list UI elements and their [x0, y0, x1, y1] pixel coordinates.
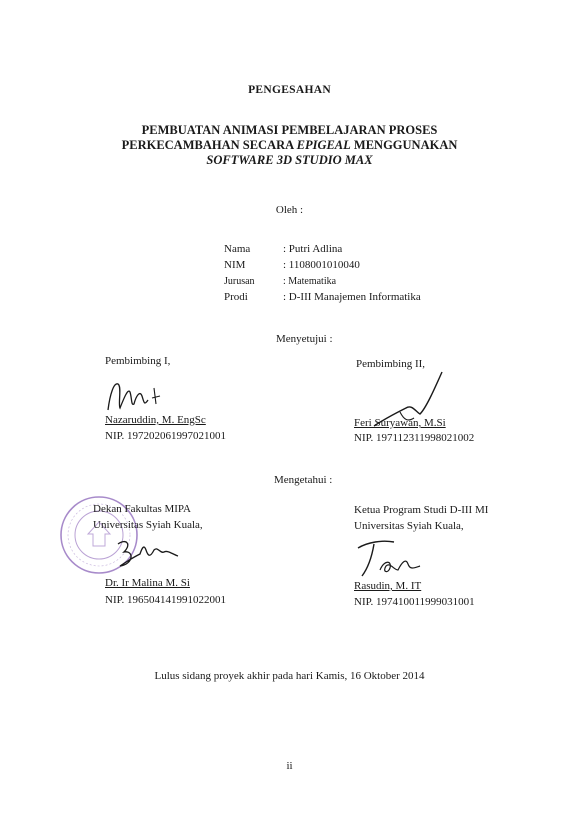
- pembimbing2-nip: NIP. 197112311998021002: [354, 432, 475, 444]
- page-number: ii: [286, 760, 293, 772]
- detail-value-nama: : Putri Adlina: [283, 243, 343, 255]
- dekan-role-line-2: Universitas Syiah Kuala,: [93, 519, 203, 531]
- ketua-nip: NIP. 197410011999031001: [354, 596, 475, 608]
- ketua-role-line-2: Universitas Syiah Kuala,: [354, 520, 464, 532]
- title-line-2-b: EPIGEAL: [296, 138, 351, 152]
- oleh-label: Oleh :: [275, 204, 304, 216]
- dekan-signature: [110, 534, 184, 578]
- dekan-name: Dr. Ir Malina M. Si: [105, 577, 190, 589]
- title-line-3: SOFTWARE 3D STUDIO MAX: [206, 153, 373, 167]
- title-line-1: PEMBUATAN ANIMASI PEMBELAJARAN PROSES: [141, 123, 438, 137]
- lulus-statement: Lulus sidang proyek akhir pada hari Kamis, 16 Oktober 2014: [154, 670, 425, 682]
- detail-value-jurusan: : Matematika: [283, 276, 337, 287]
- ketua-signature: [354, 536, 428, 580]
- detail-label-prodi: Prodi: [224, 291, 248, 303]
- dekan-role-line-1: Dekan Fakultas MIPA: [93, 503, 191, 515]
- pembimbing1-signature: [104, 374, 164, 416]
- title-line-2: [0, 138, 579, 153]
- pembimbing1-role: Pembimbing I,: [105, 355, 171, 367]
- pembimbing1-nip: NIP. 197202061997021001: [105, 430, 227, 442]
- pembimbing1-name: Nazaruddin, M. EngSc: [105, 414, 206, 426]
- pembimbing2-role: Pembimbing II,: [356, 358, 426, 370]
- detail-label-jurusan: Jurusan: [224, 276, 255, 287]
- ketua-name: Rasudin, M. IT: [354, 580, 422, 592]
- mengetahui-label: Mengetahui :: [274, 474, 333, 486]
- pembimbing2-name: Feri Suryawan, M.Si: [354, 417, 446, 429]
- detail-label-nim: NIM: [224, 259, 246, 271]
- title-line-2-a: PERKECAMBAHAN SECARA: [121, 138, 297, 152]
- title-line-2-c: MENGGUNAKAN: [350, 138, 458, 152]
- detail-label-nama: Nama: [224, 243, 251, 255]
- detail-value-nim: : 1108001010040: [283, 259, 360, 271]
- detail-value-prodi: : D-III Manajemen Informatika: [283, 291, 421, 303]
- page-heading: PENGESAHAN: [248, 84, 331, 96]
- dekan-nip: NIP. 196504141991022001: [105, 594, 227, 606]
- ketua-role-line-1: Ketua Program Studi D-III MI: [354, 504, 489, 516]
- menyetujui-label: Menyetujui :: [276, 333, 333, 345]
